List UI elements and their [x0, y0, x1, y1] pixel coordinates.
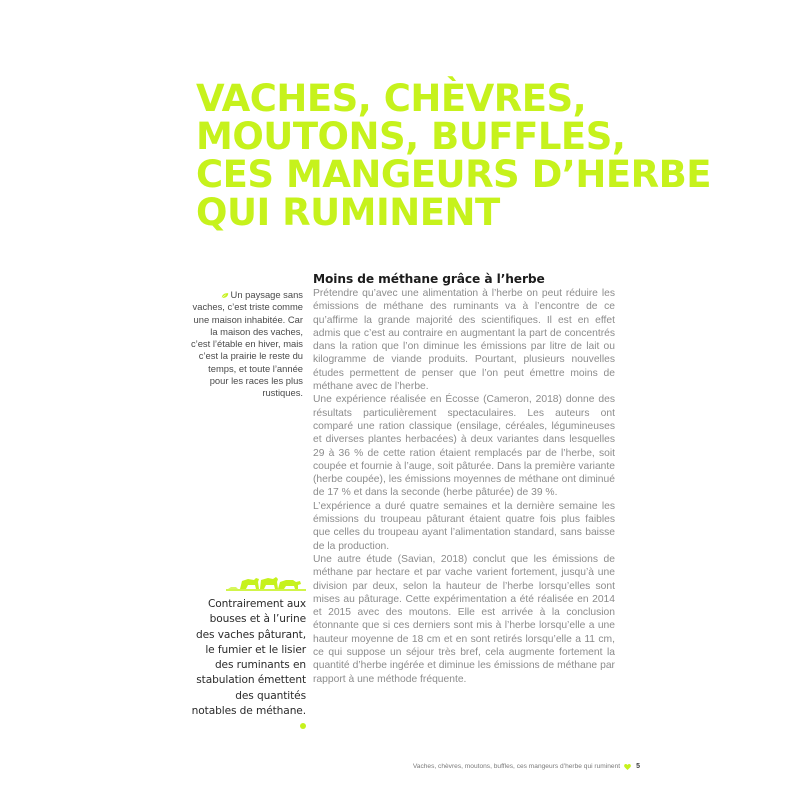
sidenote-bottom-text: Contrairement aux bouses et à l’urine des vaches pâturant, le fumier et le lisier des ruminants en stabulation émettent des quantités notables de méthane. [191, 598, 306, 718]
sidenote-top-text: Un paysage sans vaches, c’est triste comme une maison inhabitée. Car la maison des vaches, c’est l’étable en hiver, mais c’est la prairie le reste du temps, et toute l’année pour les races les plus rustiques. [190, 289, 303, 399]
paragraph-2: Une expérience réalisée en Écosse (Cameron, 2018) donne des résultats particulièrement spectaculaires. Les auteurs ont comparé une ration classique (ensilage, céréales, légumineuses et diverses plantes herbacées) à deux variantes dans lesquelles 29 à 36 % de cette ration étaient remplacés par de l’herbe, soit coupée et fournie à l’auge, soit pâturée. Dans la première variante (herbe coupée), les émissions moyennes de méthane ont diminué de 17 % et dans la seconde (herbe pâturée) de 39 %. [313, 394, 615, 499]
sidenote-top [190, 289, 303, 400]
paragraph-1: Prétendre qu’avec une alimentation à l’herbe on peut réduire les émissions de méthane des ruminants va à l’encontre de ce qu’affirme la grande majorité des scientifiques. Il est en effet admis que c’est au contraire en augmentant la part de concentrés dans la ration que l’on diminue les émissions par litre de lait ou kilogramme de viande produits. Pourtant, plusieurs nouvelles études permettent de penser que l’on peut émettre moins de méthane avec de l’herbe. [313, 288, 615, 393]
running-title: Vaches, chèvres, moutons, buffles, ces mangeurs d’herbe qui ruminent [412, 763, 621, 770]
chapter-title-line-3: CES MANGEURS D’HERBE [196, 153, 712, 196]
page-number: 5 [636, 763, 640, 770]
chapter-title-line-2: MOUTONS, BUFFLES, [196, 115, 626, 158]
chapter-title-line-1: VACHES, CHÈVRES, [196, 77, 587, 120]
chapter-title-line-4: QUI RUMINENT [196, 191, 500, 234]
section-heading: Moins de méthane grâce à l’herbe [313, 272, 545, 286]
paragraph-3: L’expérience a duré quatre semaines et la dernière semaine les émissions du troupeau pâturant étaient quatre fois plus faibles que celles du troupeau ayant l’alimentation standard, sans baisse de la production. [313, 500, 615, 552]
paragraph-4: Une autre étude (Savian, 2018) conclut que les émissions de méthane par hectare et par vache varient fortement, jusqu’à une division par deux, selon la hauteur de l’herbe lorsqu’elles sont mises au pâturage. Cette expérimentation a été réalisée en 2014 et 2015 avec des moutons. Elle est arrivée à la conclusion étonnante que si ces derniers sont mis à l’herbe lorsqu’elle a une hauteur moyenne de 18 cm et en sont retirés lorsqu’elle a 11 cm, ce qui suppose un séjour très bref, cela augmente fortement la quantité d’herbe ingérée et diminue les émissions de méthane par rapport à une méthode fréquente. [313, 553, 615, 685]
green-dot-icon [300, 723, 306, 729]
page-footer [413, 763, 640, 770]
heart-icon [624, 764, 631, 770]
herd-silhouette-icon [226, 575, 306, 591]
main-column [313, 272, 615, 686]
leaf-icon [221, 292, 229, 299]
chapter-title [196, 77, 712, 234]
sidenote-bottom [190, 597, 306, 735]
